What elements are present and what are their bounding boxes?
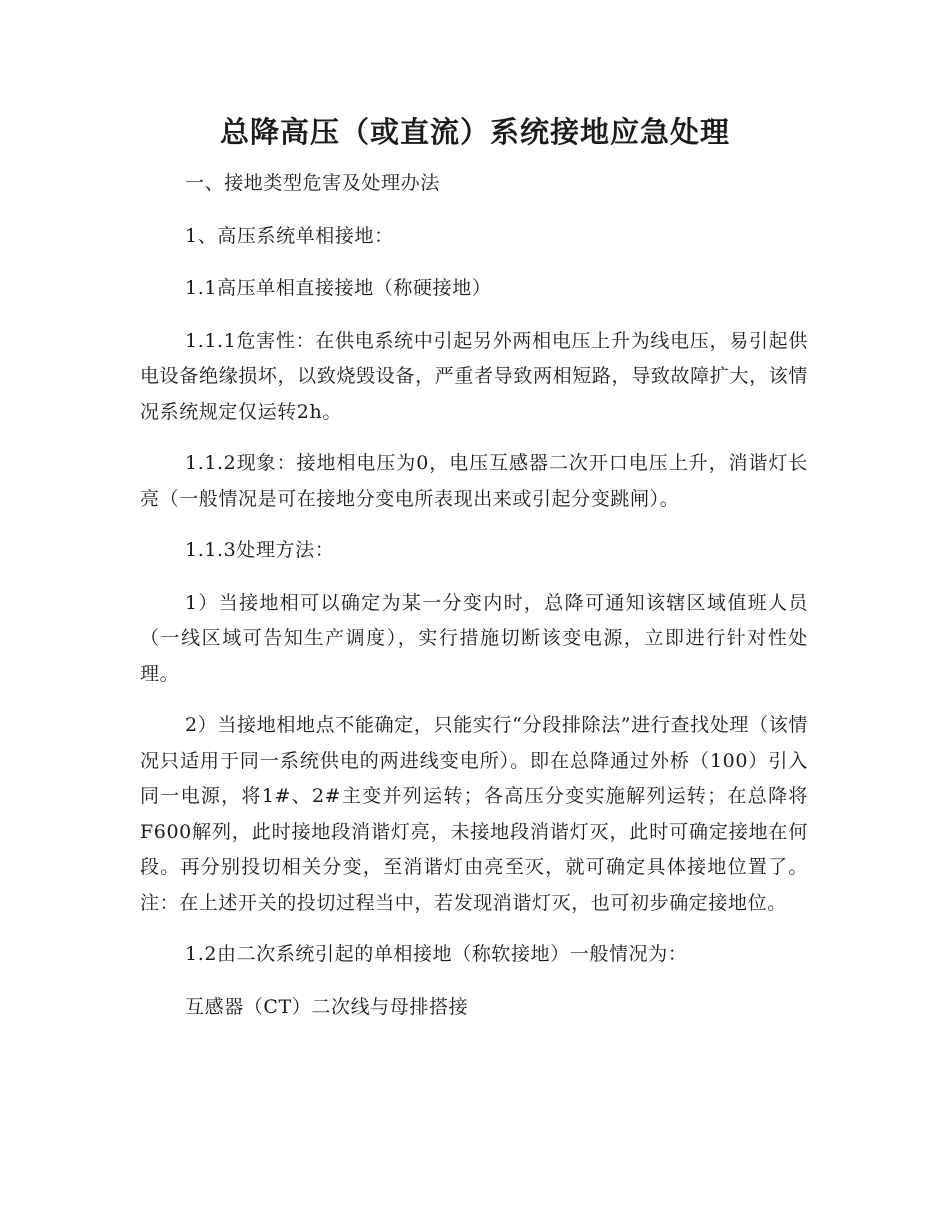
paragraph-phenomenon: 1.1.2现象：接地相电压为0，电压互感器二次开口电压上升，消谐灯长亮（一般情况是可在接地分变电所表现出来或引起分变跳闸）。 <box>140 452 808 510</box>
paragraph-ct-wiring: 互感器（CT）二次线与母排搭接 <box>185 995 469 1018</box>
section-heading-1: 一、接地类型危害及处理办法 <box>185 172 440 194</box>
paragraph-method-2: 2）当接地相地点不能确定，只能实行“分段排除法”进行查找处理（该情况只适用于同一系统供电的两进线变电所）。即在总降通过外桥（100）引入同一电源，将1#、2#主变并列运转；各高压分变实施解列运转；在总降将F600解列，此时接地段消谐灯亮，未接地段消谐灯灭，此时可确定接地在何段。再分别投切相关分变，至消谐灯由亮至灭，就可确定具体接地位置了。注：在上述开关的投切过程当中，若发现消谐灯灭，也可初步确定接地位。 <box>140 714 808 914</box>
subsection-heading-1-1: 1.1高压单相直接接地（称硬接地） <box>185 277 492 299</box>
subsection-heading-1-1-3: 1.1.3处理方法： <box>185 539 335 561</box>
paragraph-hazard: 1.1.1危害性：在供电系统中引起另外两相电压上升为线电压，易引起供电设备绝缘损坏，以致烧毁设备，严重者导致两相短路，导致故障扩大，该情况系统规定仅运转2h。 <box>140 329 808 423</box>
document-title: 总降高压（或直流）系统接地应急处理 <box>219 115 730 149</box>
subsection-heading-1: 1、高压系统单相接地： <box>185 224 394 247</box>
subsection-heading-1-2: 1.2由二次系统引起的单相接地（称软接地）一般情况为： <box>185 943 688 965</box>
paragraph-method-1: 1）当接地相可以确定为某一分变内时，总降可通知该辖区域值班人员（一线区域可告知生产调度），实行措施切断该变电源，立即进行针对性处理。 <box>140 591 808 685</box>
document-body <box>140 166 808 1042</box>
